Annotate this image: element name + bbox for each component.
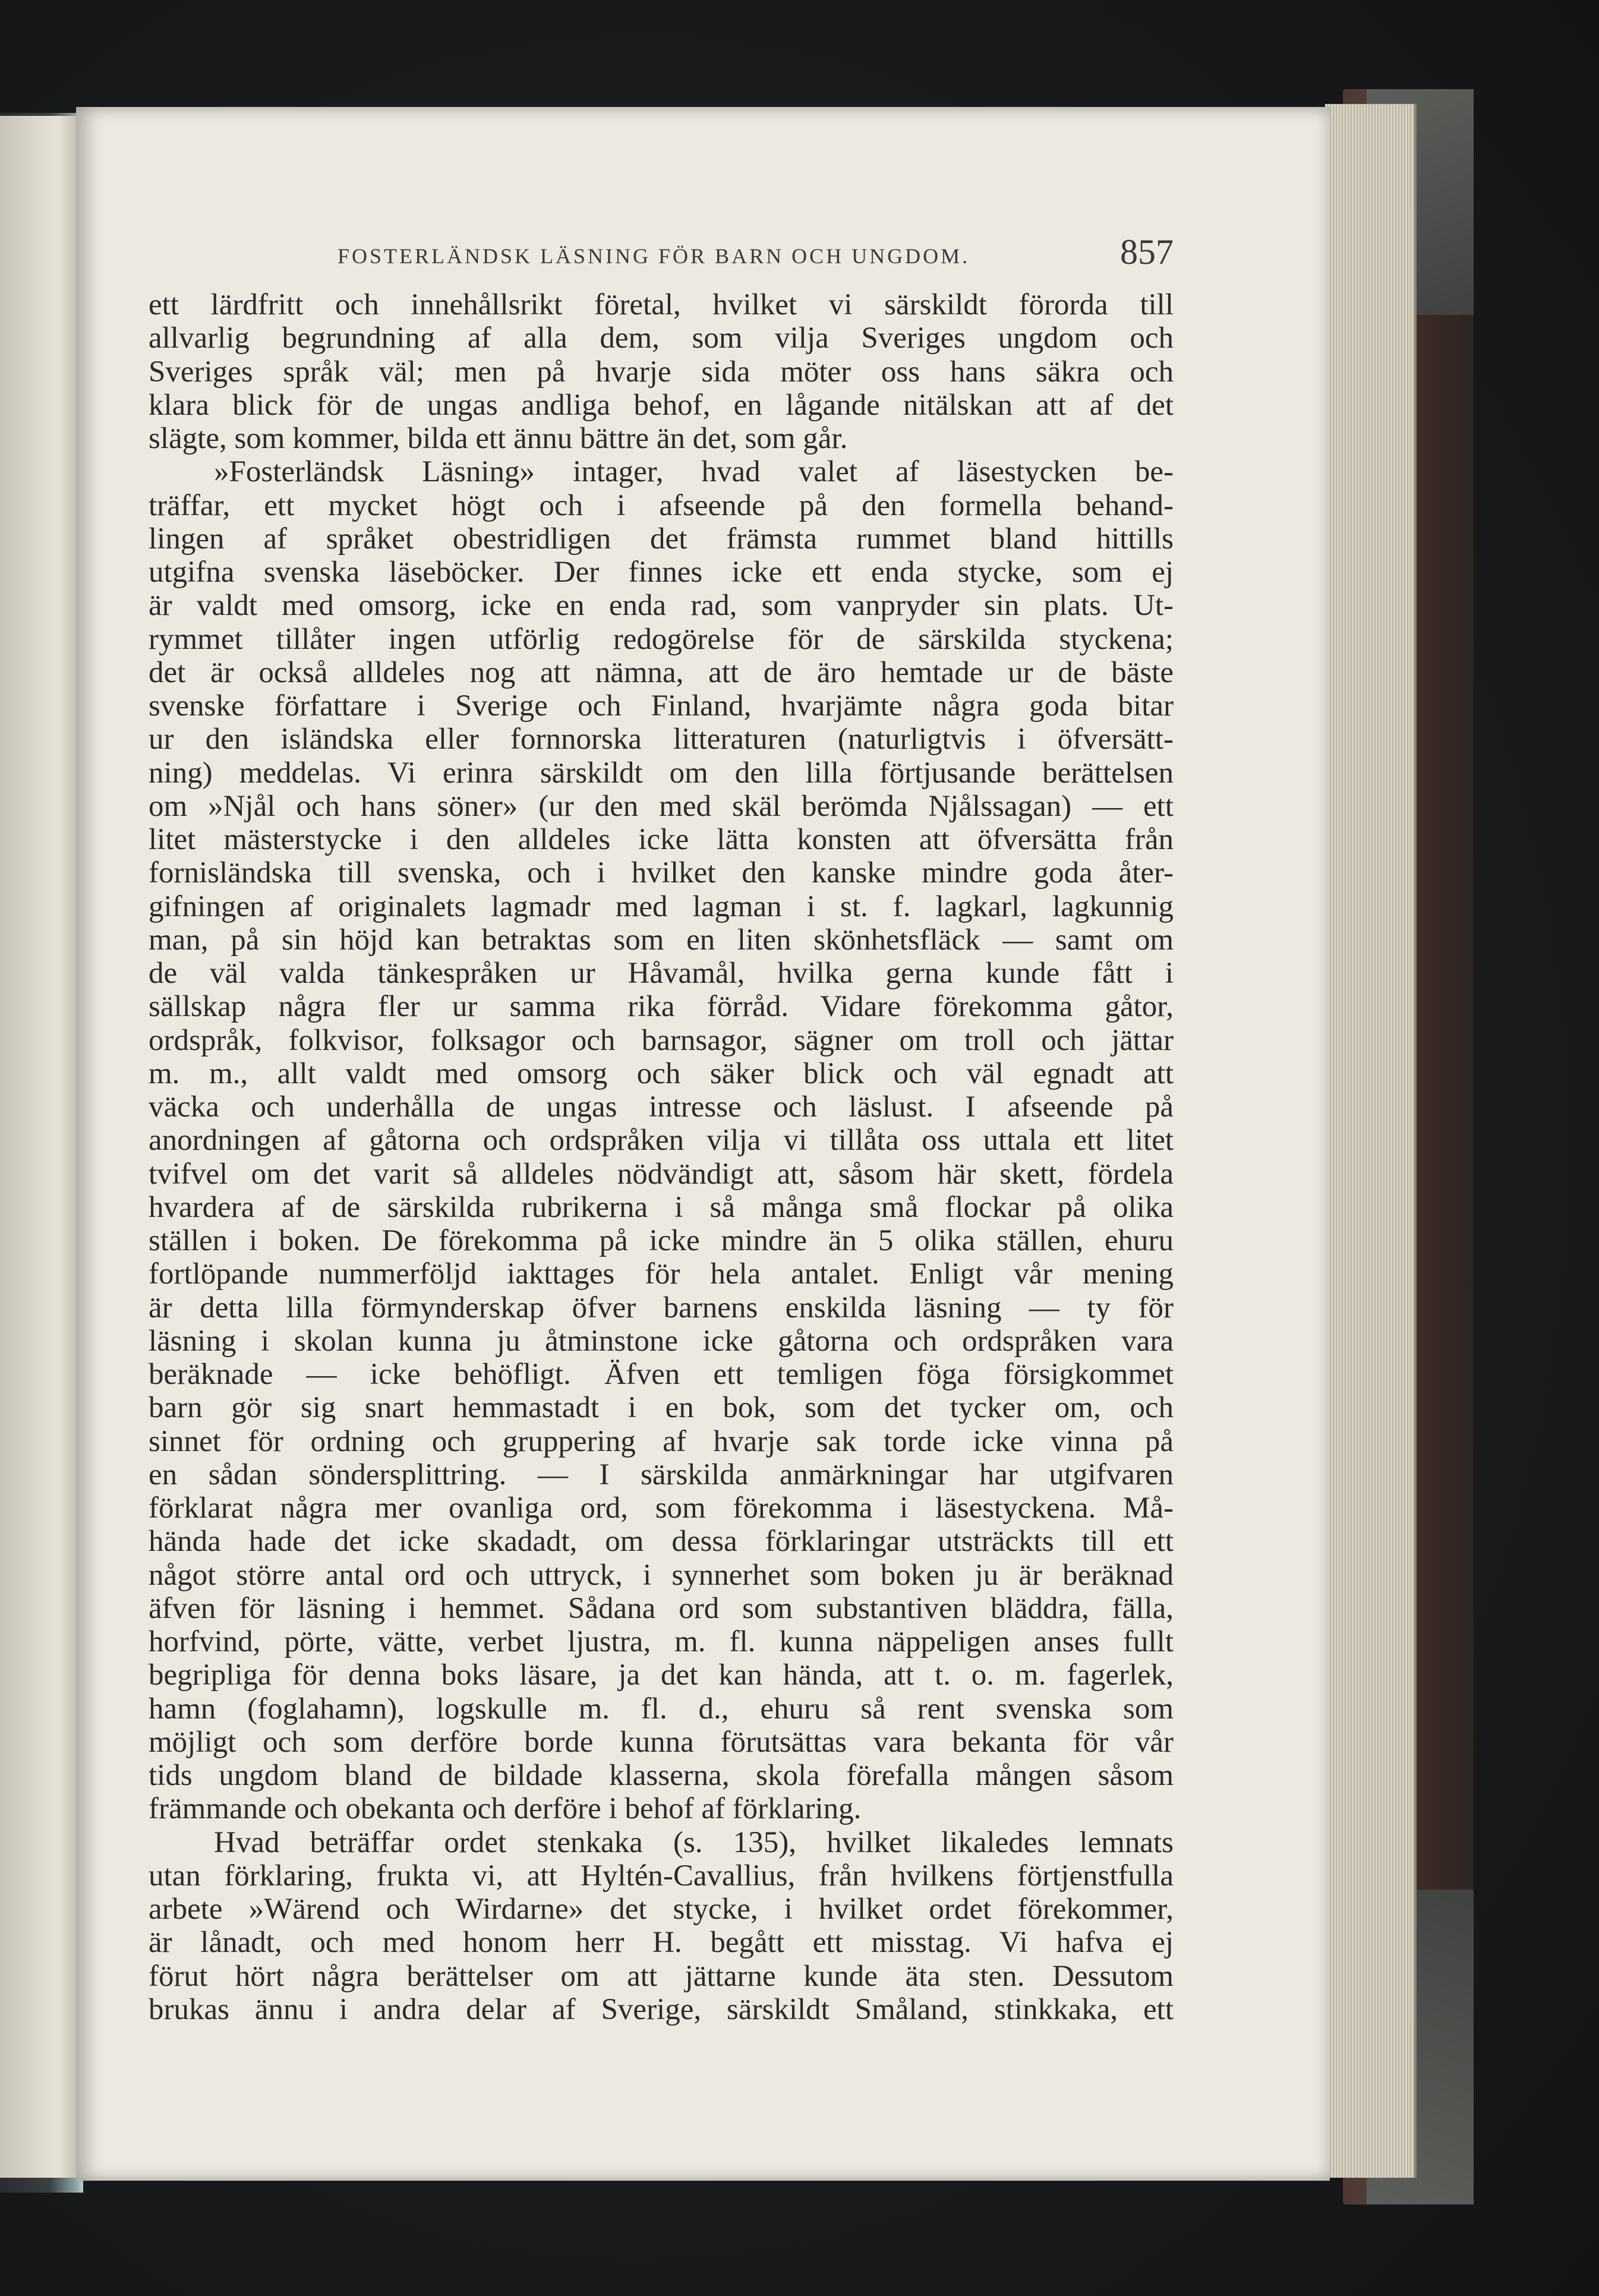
text-line: begripliga för denna boks läsare, ja det kan hända, att t. o. m. fagerlek, bbox=[149, 1658, 1174, 1692]
facing-page-edge bbox=[0, 116, 83, 2178]
text-line: »Fosterländsk Läsning» intager, hvad valet af läsestycken be- bbox=[214, 455, 1174, 489]
page-number: 857 bbox=[1120, 232, 1174, 272]
text-line: slägte, som kommer, bilda ett ännu bättre än det, som går. bbox=[149, 422, 848, 455]
text-line: barn gör sig snart hemmastadt i en bok, som det tycker om, och bbox=[149, 1391, 1174, 1425]
text-line: gifningen af originalets lagmadr med lagman i st. f. lagkarl, lagkunnig bbox=[149, 890, 1174, 923]
text-line: förklarat några mer ovanliga ord, som förekomma i läsestyckena. Må- bbox=[149, 1491, 1174, 1525]
text-line: hvardera af de särskilda rubrikerna i så många små flockar på olika bbox=[149, 1190, 1174, 1224]
text-line: arbete »Wärend och Wirdarne» det stycke, i hvilket ordet förekommer, bbox=[149, 1893, 1174, 1926]
text-line: fornisländska till svenska, och i hvilket den kanske mindre goda åter- bbox=[149, 856, 1174, 890]
page-edges bbox=[1325, 104, 1417, 2178]
text-line: sinnet för ordning och gruppering af hvarje sak torde icke vinna på bbox=[149, 1424, 1174, 1458]
text-line: hamn (foglahamn), logskulle m. fl. d., ehuru så rent svenska som bbox=[149, 1692, 1174, 1726]
text-line: om »Njål och hans söner» (ur den med skäl berömda Njålssagan) — ett bbox=[149, 789, 1174, 823]
text-line: väcka och underhålla de ungas intresse och läslust. I afseende på bbox=[149, 1090, 1174, 1124]
text-line: är valdt med omsorg, icke en enda rad, som vanpryder sin plats. Ut- bbox=[149, 589, 1174, 623]
text-line: ett lärdfritt och innehållsrikt företal, hvilket vi särskildt förorda till bbox=[149, 288, 1174, 321]
text-line: sällskap några fler ur samma rika förråd. Vidare förekomma gåtor, bbox=[149, 990, 1174, 1024]
text-line: Sveriges språk väl; men på hvarje sida möter oss hans säkra och bbox=[149, 355, 1174, 389]
text-line: hända hade det icke skadadt, om dessa förklaringar utsträckts till ett bbox=[149, 1525, 1174, 1559]
text-line: främmande och obekanta och derföre i behof af förklaring. bbox=[149, 1792, 862, 1826]
text-line: är detta lilla förmynderskap öfver barnens enskilda läsning — ty för bbox=[149, 1291, 1174, 1324]
text-line: de väl valda tänkespråken ur Håvamål, hvilka gerna kunde fått i bbox=[149, 957, 1174, 990]
text-line: brukas ännu i andra delar af Sverige, särskildt Småland, stinkkaka, ett bbox=[149, 1992, 1174, 2026]
text-line: det är också alldeles nog att nämna, att de äro hemtade ur de bäste bbox=[149, 655, 1174, 689]
text-line: möjligt och som derföre borde kunna förutsättas vara bekanta för vår bbox=[149, 1725, 1174, 1759]
text-line: horfvind, pörte, vätte, verbet ljustra, m. fl. kunna näppeligen anses fullt bbox=[149, 1625, 1174, 1658]
text-line: tvifvel om det varit så alldeles nödvändigt att, såsom här skett, fördela bbox=[149, 1157, 1174, 1191]
text-line: allvarlig begrundning af alla dem, som vilja Sveriges ungdom och bbox=[149, 321, 1174, 355]
running-title: FOSTERLÄNDSK LÄSNING FÖR BARN OCH UNGDOM. bbox=[338, 244, 970, 268]
text-line: en sådan söndersplittring. — I särskilda anmärkningar har utgifvaren bbox=[149, 1458, 1174, 1491]
text-line: utan förklaring, frukta vi, att Hyltén-Cavallius, från hvilkens förtjenstfulla bbox=[149, 1859, 1174, 1893]
text-line: är lånadt, och med honom herr H. begått ett misstag. Vi hafva ej bbox=[149, 1926, 1174, 1960]
text-line: ordspråk, folkvisor, folksagor och barnsagor, sägner om troll och jättar bbox=[149, 1023, 1174, 1057]
text-line: svenske författare i Sverige och Finland, hvarjämte några goda bitar bbox=[149, 689, 1174, 723]
page-header bbox=[149, 231, 1174, 272]
text-line: Hvad beträffar ordet stenkaka (s. 135), hvilket likaledes lemnats bbox=[214, 1825, 1174, 1859]
text-line: äfven för läsning i hemmet. Sådana ord som substantiven bläddra, fälla, bbox=[149, 1591, 1174, 1625]
text-line: ur den isländska eller fornnorska litteraturen (naturligtvis i öfversätt- bbox=[149, 723, 1174, 756]
text-line: fortlöpande nummerföljd iakttages för hela antalet. Enligt vår mening bbox=[149, 1257, 1174, 1291]
text-line: något större antal ord och uttryck, i synnerhet som boken ju är beräknad bbox=[149, 1558, 1174, 1592]
text-line: anordningen af gåtorna och ordspråken vilja vi tillåta oss uttala ett litet bbox=[149, 1124, 1174, 1158]
text-line: träffar, ett mycket högt och i afseende på den formella behand- bbox=[149, 488, 1174, 522]
text-line: ställen i boken. De förekomma på icke mindre än 5 olika ställen, ehuru bbox=[149, 1224, 1174, 1257]
text-line: m. m., allt valdt med omsorg och säker blick och väl egnadt att bbox=[149, 1056, 1174, 1090]
body-text bbox=[149, 288, 1174, 2026]
text-line: utgifna svenska läseböcker. Der finnes icke ett enda stycke, som ej bbox=[149, 556, 1174, 589]
text-line: förut hört några berättelser om att jättarne kunde äta sten. Dessutom bbox=[149, 1959, 1174, 1993]
text-line: man, på sin höjd kan betraktas som en liten skönhetsfläck — samt om bbox=[149, 923, 1174, 957]
text-line: klara blick för de ungas andliga behof, en lågande nitälskan att af det bbox=[149, 388, 1174, 422]
text-line: ning) meddelas. Vi erinra särskildt om den lilla förtjusande berättelsen bbox=[149, 756, 1174, 790]
text-line: tids ungdom bland de bildade klasserna, skola förefalla mången såsom bbox=[149, 1759, 1174, 1792]
text-line: rymmet tillåter ingen utförlig redogörelse för de särskilda styckena; bbox=[149, 622, 1174, 656]
text-line: litet mästerstycke i den alldeles icke lätta konsten att öfversätta från bbox=[149, 823, 1174, 856]
text-line: läsning i skolan kunna ju åtminstone icke gåtorna och ordspråken vara bbox=[149, 1324, 1174, 1358]
text-line: beräknade — icke behöfligt. Äfven ett temligen föga försigkommet bbox=[149, 1358, 1174, 1391]
text-line: lingen af språket obestridligen det främsta rummet bland hittills bbox=[149, 522, 1174, 556]
